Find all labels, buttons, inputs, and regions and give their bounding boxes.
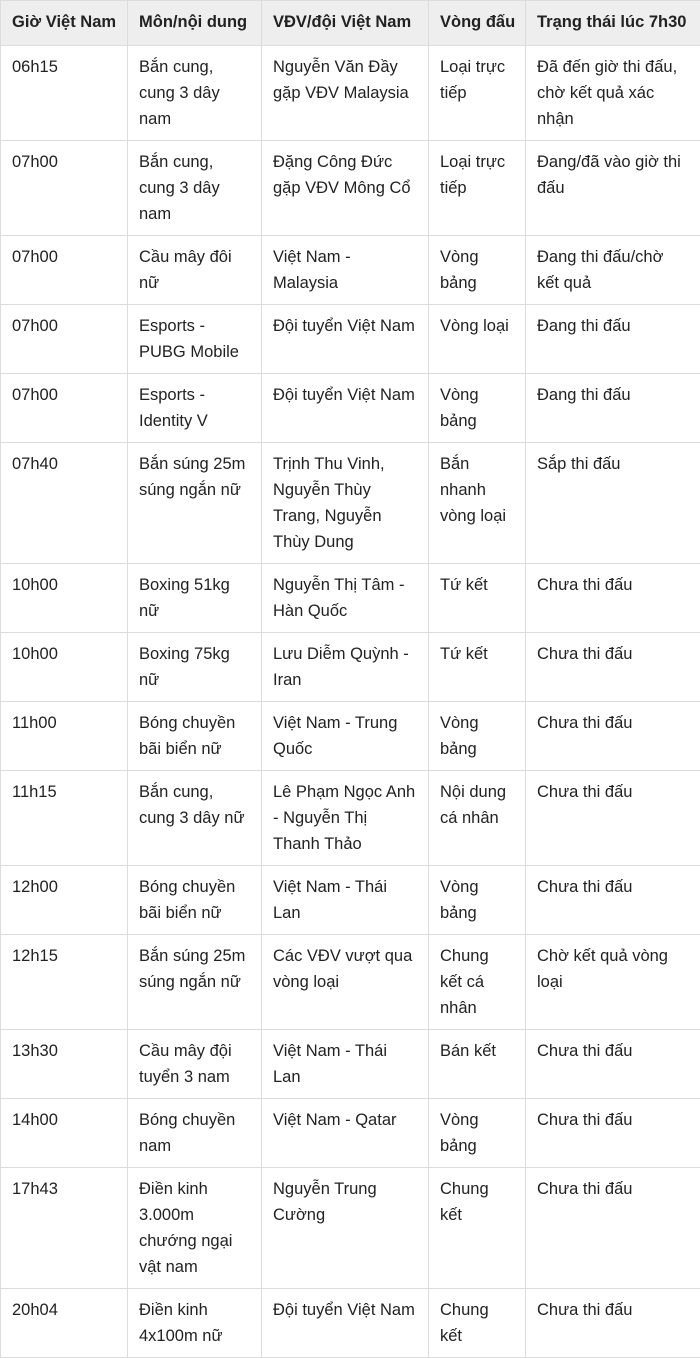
cell-event: Boxing 75kg nữ xyxy=(128,633,262,702)
cell-time: 07h00 xyxy=(1,141,128,236)
cell-status: Chưa thi đấu xyxy=(526,564,700,633)
cell-time: 12h15 xyxy=(1,935,128,1030)
table-header-row xyxy=(1,1,700,46)
cell-athlete: Nguyễn Thị Tâm - Hàn Quốc xyxy=(262,564,429,633)
cell-event: Bắn súng 25m súng ngắn nữ xyxy=(128,443,262,564)
cell-time: 10h00 xyxy=(1,633,128,702)
header-status: Trạng thái lúc 7h30 xyxy=(526,1,700,46)
cell-event: Boxing 51kg nữ xyxy=(128,564,262,633)
cell-status: Chưa thi đấu xyxy=(526,1030,700,1099)
cell-time: 14h00 xyxy=(1,1099,128,1168)
header-event: Môn/nội dung xyxy=(128,1,262,46)
header-athlete: VĐV/đội Việt Nam xyxy=(262,1,429,46)
cell-time: 13h30 xyxy=(1,1030,128,1099)
cell-athlete: Lưu Diễm Quỳnh - Iran xyxy=(262,633,429,702)
cell-event: Bắn cung, cung 3 dây nữ xyxy=(128,771,262,866)
header-round: Vòng đấu xyxy=(429,1,526,46)
cell-status: Đã đến giờ thi đấu, chờ kết quả xác nhận xyxy=(526,46,700,141)
cell-round: Vòng bảng xyxy=(429,236,526,305)
cell-round: Vòng bảng xyxy=(429,702,526,771)
cell-status: Đang thi đấu xyxy=(526,305,700,374)
cell-event: Cầu mây đôi nữ xyxy=(128,236,262,305)
cell-event: Cầu mây đội tuyển 3 nam xyxy=(128,1030,262,1099)
cell-time: 07h00 xyxy=(1,305,128,374)
cell-status: Chưa thi đấu xyxy=(526,1168,700,1289)
table-row xyxy=(1,1289,700,1358)
cell-status: Đang/đã vào giờ thi đấu xyxy=(526,141,700,236)
cell-round: Loại trực tiếp xyxy=(429,46,526,141)
cell-status: Sắp thi đấu xyxy=(526,443,700,564)
cell-round: Nội dung cá nhân xyxy=(429,771,526,866)
cell-athlete: Nguyễn Trung Cường xyxy=(262,1168,429,1289)
cell-time: 07h00 xyxy=(1,374,128,443)
cell-athlete: Việt Nam - Thái Lan xyxy=(262,866,429,935)
table-row xyxy=(1,935,700,1030)
cell-athlete: Việt Nam - Qatar xyxy=(262,1099,429,1168)
cell-event: Bắn cung, cung 3 dây nam xyxy=(128,141,262,236)
cell-round: Vòng bảng xyxy=(429,866,526,935)
cell-athlete: Đội tuyển Việt Nam xyxy=(262,374,429,443)
cell-round: Vòng bảng xyxy=(429,374,526,443)
cell-time: 07h40 xyxy=(1,443,128,564)
cell-round: Chung kết xyxy=(429,1168,526,1289)
cell-athlete: Đội tuyển Việt Nam xyxy=(262,305,429,374)
cell-status: Chưa thi đấu xyxy=(526,633,700,702)
cell-time: 07h00 xyxy=(1,236,128,305)
header-time: Giờ Việt Nam xyxy=(1,1,128,46)
table-row xyxy=(1,771,700,866)
table-row xyxy=(1,236,700,305)
cell-athlete: Việt Nam - Malaysia xyxy=(262,236,429,305)
cell-event: Điền kinh 4x100m nữ xyxy=(128,1289,262,1358)
cell-athlete: Đội tuyển Việt Nam xyxy=(262,1289,429,1358)
cell-athlete: Việt Nam - Trung Quốc xyxy=(262,702,429,771)
table-row xyxy=(1,374,700,443)
cell-time: 10h00 xyxy=(1,564,128,633)
cell-round: Chung kết xyxy=(429,1289,526,1358)
cell-status: Đang thi đấu/chờ kết quả xyxy=(526,236,700,305)
table-row xyxy=(1,1168,700,1289)
cell-athlete: Trịnh Thu Vinh, Nguyễn Thùy Trang, Nguyễn Thùy Dung xyxy=(262,443,429,564)
cell-round: Vòng bảng xyxy=(429,1099,526,1168)
table-row xyxy=(1,46,700,141)
cell-status: Chờ kết quả vòng loại xyxy=(526,935,700,1030)
cell-athlete: Đặng Công Đức gặp VĐV Mông Cổ xyxy=(262,141,429,236)
table-row xyxy=(1,702,700,771)
cell-athlete: Lê Phạm Ngọc Anh - Nguyễn Thị Thanh Thảo xyxy=(262,771,429,866)
table-row xyxy=(1,866,700,935)
cell-round: Bắn nhanh vòng loại xyxy=(429,443,526,564)
cell-event: Esports - PUBG Mobile xyxy=(128,305,262,374)
cell-event: Bóng chuyền bãi biển nữ xyxy=(128,702,262,771)
cell-round: Loại trực tiếp xyxy=(429,141,526,236)
cell-round: Chung kết cá nhân xyxy=(429,935,526,1030)
cell-round: Bán kết xyxy=(429,1030,526,1099)
cell-event: Bóng chuyền bãi biển nữ xyxy=(128,866,262,935)
cell-round: Vòng loại xyxy=(429,305,526,374)
cell-time: 11h00 xyxy=(1,702,128,771)
table-row xyxy=(1,564,700,633)
cell-event: Esports - Identity V xyxy=(128,374,262,443)
table-row xyxy=(1,141,700,236)
table-row xyxy=(1,1030,700,1099)
cell-status: Chưa thi đấu xyxy=(526,866,700,935)
cell-status: Chưa thi đấu xyxy=(526,771,700,866)
cell-event: Điền kinh 3.000m chướng ngại vật nam xyxy=(128,1168,262,1289)
cell-time: 11h15 xyxy=(1,771,128,866)
cell-status: Chưa thi đấu xyxy=(526,1289,700,1358)
cell-round: Tứ kết xyxy=(429,564,526,633)
cell-athlete: Nguyễn Văn Đầy gặp VĐV Malaysia xyxy=(262,46,429,141)
cell-time: 20h04 xyxy=(1,1289,128,1358)
cell-event: Bắn cung, cung 3 dây nam xyxy=(128,46,262,141)
cell-athlete: Việt Nam - Thái Lan xyxy=(262,1030,429,1099)
table-row xyxy=(1,1099,700,1168)
cell-status: Chưa thi đấu xyxy=(526,702,700,771)
cell-status: Đang thi đấu xyxy=(526,374,700,443)
table-row xyxy=(1,633,700,702)
cell-status: Chưa thi đấu xyxy=(526,1099,700,1168)
cell-time: 06h15 xyxy=(1,46,128,141)
cell-event: Bắn súng 25m súng ngắn nữ xyxy=(128,935,262,1030)
table-row xyxy=(1,305,700,374)
cell-athlete: Các VĐV vượt qua vòng loại xyxy=(262,935,429,1030)
cell-round: Tứ kết xyxy=(429,633,526,702)
cell-time: 12h00 xyxy=(1,866,128,935)
cell-event: Bóng chuyền nam xyxy=(128,1099,262,1168)
cell-time: 17h43 xyxy=(1,1168,128,1289)
table-row xyxy=(1,443,700,564)
